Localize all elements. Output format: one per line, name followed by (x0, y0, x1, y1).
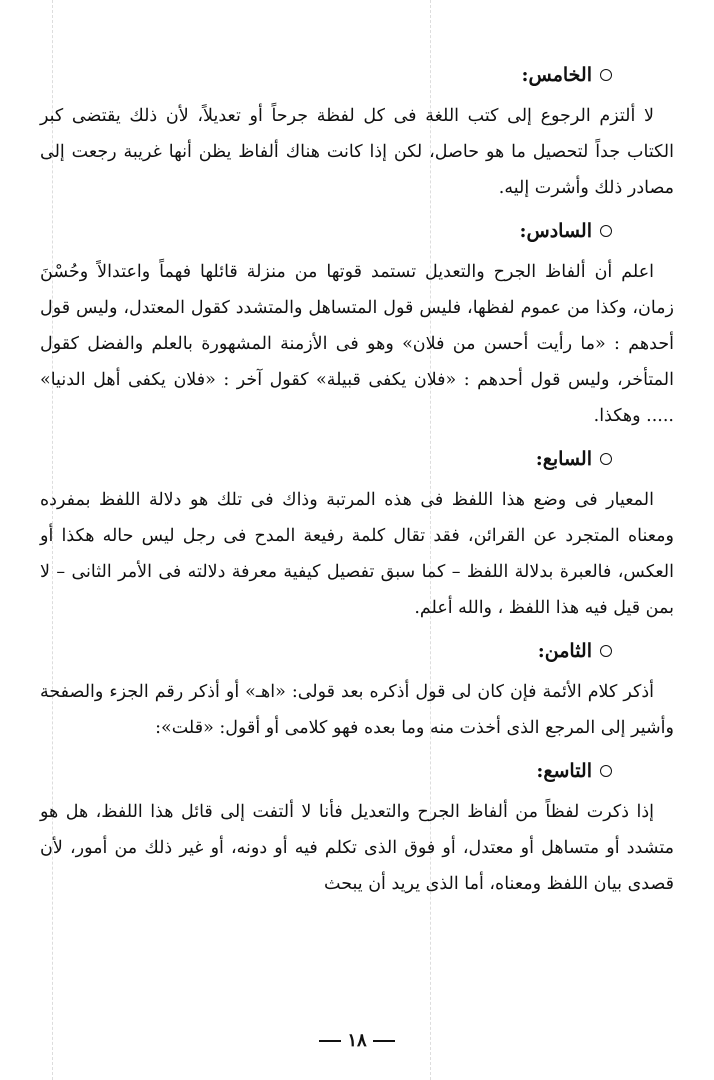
circle-bullet-icon (600, 69, 612, 81)
section-eighth (40, 632, 674, 746)
page-number: ١٨ (347, 1030, 367, 1051)
section-paragraph: اعلم أن ألفاظ الجرح والتعديل تستمد قوتها من منزلة قائلها فهماً واعتدالاً وحُسْنَ زمان، وكذا من عموم لفظها، فليس قول المتساهل والمتشدد كقول المعتدل، وليس قول أحدهم : «ما رأيت أحسن من فلان» وهو فى الأزمنة المشهورة بالعلم والفضل كقول المتأخر، وليس قول أحدهم : «فلان يكفى قبيلة» كقول آخر : «فلان يكفى أهل الدنيا» ..... وهكذا. (40, 262, 674, 426)
circle-bullet-icon (600, 645, 612, 657)
section-sixth (40, 212, 674, 434)
dash-left (373, 1040, 395, 1042)
section-paragraph: المعيار فى وضع هذا اللفظ فى هذه المرتبة وذاك فى تلك هو دلالة اللفظ بمفرده ومعناه المتجرد عن القرائن، فقد تقال كلمة رفيعة المدح فى رجل ليس حاله هكذا أو العكس، فالعبرة بدلالة اللفظ – كما سبق تفصيل كيفية معرفة دلالته فى الأمر الثانى – لا بمن قيل فيه هذا اللفظ ، والله أعلم. (40, 490, 674, 618)
section-ninth (40, 752, 674, 902)
section-paragraph: لا ألتزم الرجوع إلى كتب اللغة فى كل لفظة جرحاً أو تعديلاً، لأن ذلك يقتضى كبر الكتاب جداً لتحصيل ما هو حاصل، لكن إذا كانت هناك ألفاظ يظن أنها غريبة رجعت إلى مصادر ذلك وأشرت إليه. (40, 106, 674, 198)
section-heading (40, 212, 612, 250)
section-paragraph: إذا ذكرت لفظاً من ألفاظ الجرح والتعديل فأنا لا ألتفت إلى قائل هذا اللفظ، هل هو متشدد أو متساهل أو معتدل، أو فوق الذى تكلم فيه أو دونه، أو غير ذلك من أمور، لأن قصدى بيان اللفظ ومعناه، أما الذى يريد أن يبحث (40, 802, 674, 894)
section-heading (40, 632, 612, 670)
dash-right (319, 1040, 341, 1042)
circle-bullet-icon (600, 453, 612, 465)
circle-bullet-icon (600, 765, 612, 777)
section-heading-text: الثامن: (537, 640, 592, 662)
section-seventh (40, 440, 674, 626)
section-heading (40, 56, 612, 94)
section-heading-text: السابع: (535, 448, 592, 470)
circle-bullet-icon (600, 225, 612, 237)
section-heading-text: السادس: (519, 220, 592, 242)
section-heading-text: الخامس: (521, 64, 592, 86)
section-heading (40, 752, 612, 790)
section-heading (40, 440, 612, 478)
section-fifth (40, 56, 674, 206)
document-page (40, 50, 674, 1060)
section-heading-text: التاسع: (536, 760, 592, 782)
section-paragraph: أذكر كلام الأئمة فإن كان لى قول أذكره بعد قولى: «اهـ» أو أذكر رقم الجزء والصفحة وأشير إلى المرجع الذى أخذت منه وما بعده فهو كلامى أو أقول: «قلت»: (40, 682, 674, 738)
page-footer (0, 1030, 714, 1051)
